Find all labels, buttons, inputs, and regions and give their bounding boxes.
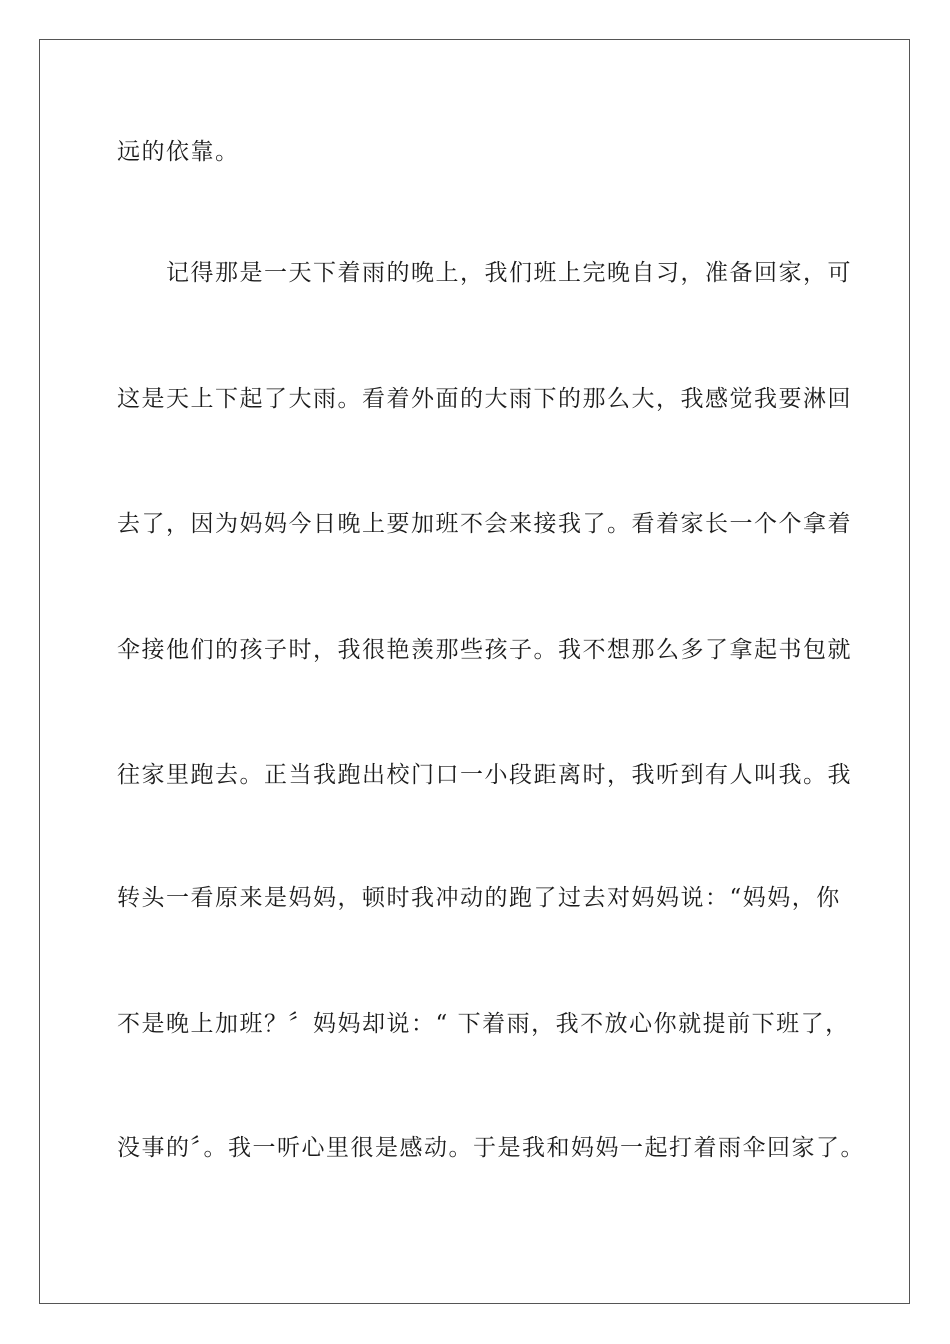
text-line-6: 往家里跑去。正当我跑出校门口一小段距离时，我听到有人叫我。我 — [117, 762, 852, 788]
text-line-4: 去了，因为妈妈今日晚上要加班不会来接我了。看着家长一个个拿着 — [117, 511, 852, 537]
text-line-5: 伞接他们的孩子时，我很艳羡那些孩子。我不想那么多了拿起书包就 — [117, 637, 852, 663]
text-line-7: 转头一看原来是妈妈，顿时我冲动的跑了过去对妈妈说：“妈妈，你 — [117, 885, 841, 911]
text-line-8: 不是晚上加班？〞妈妈却说：“ 下着雨，我不放心你就提前下班了， — [117, 1011, 850, 1037]
text-line-1: 远的依靠。 — [117, 139, 240, 165]
text-line-9: 没事的〞。我一听心里很是感动。于是我和妈妈一起打着雨伞回家了。 — [117, 1135, 865, 1161]
text-line-3: 这是天上下起了大雨。看着外面的大雨下的那么大，我感觉我要淋回 — [117, 386, 852, 412]
page-border — [39, 39, 910, 1304]
paragraph-start-line: 记得那是一天下着雨的晚上，我们班上完晚自习，准备回家，可 — [117, 260, 852, 286]
